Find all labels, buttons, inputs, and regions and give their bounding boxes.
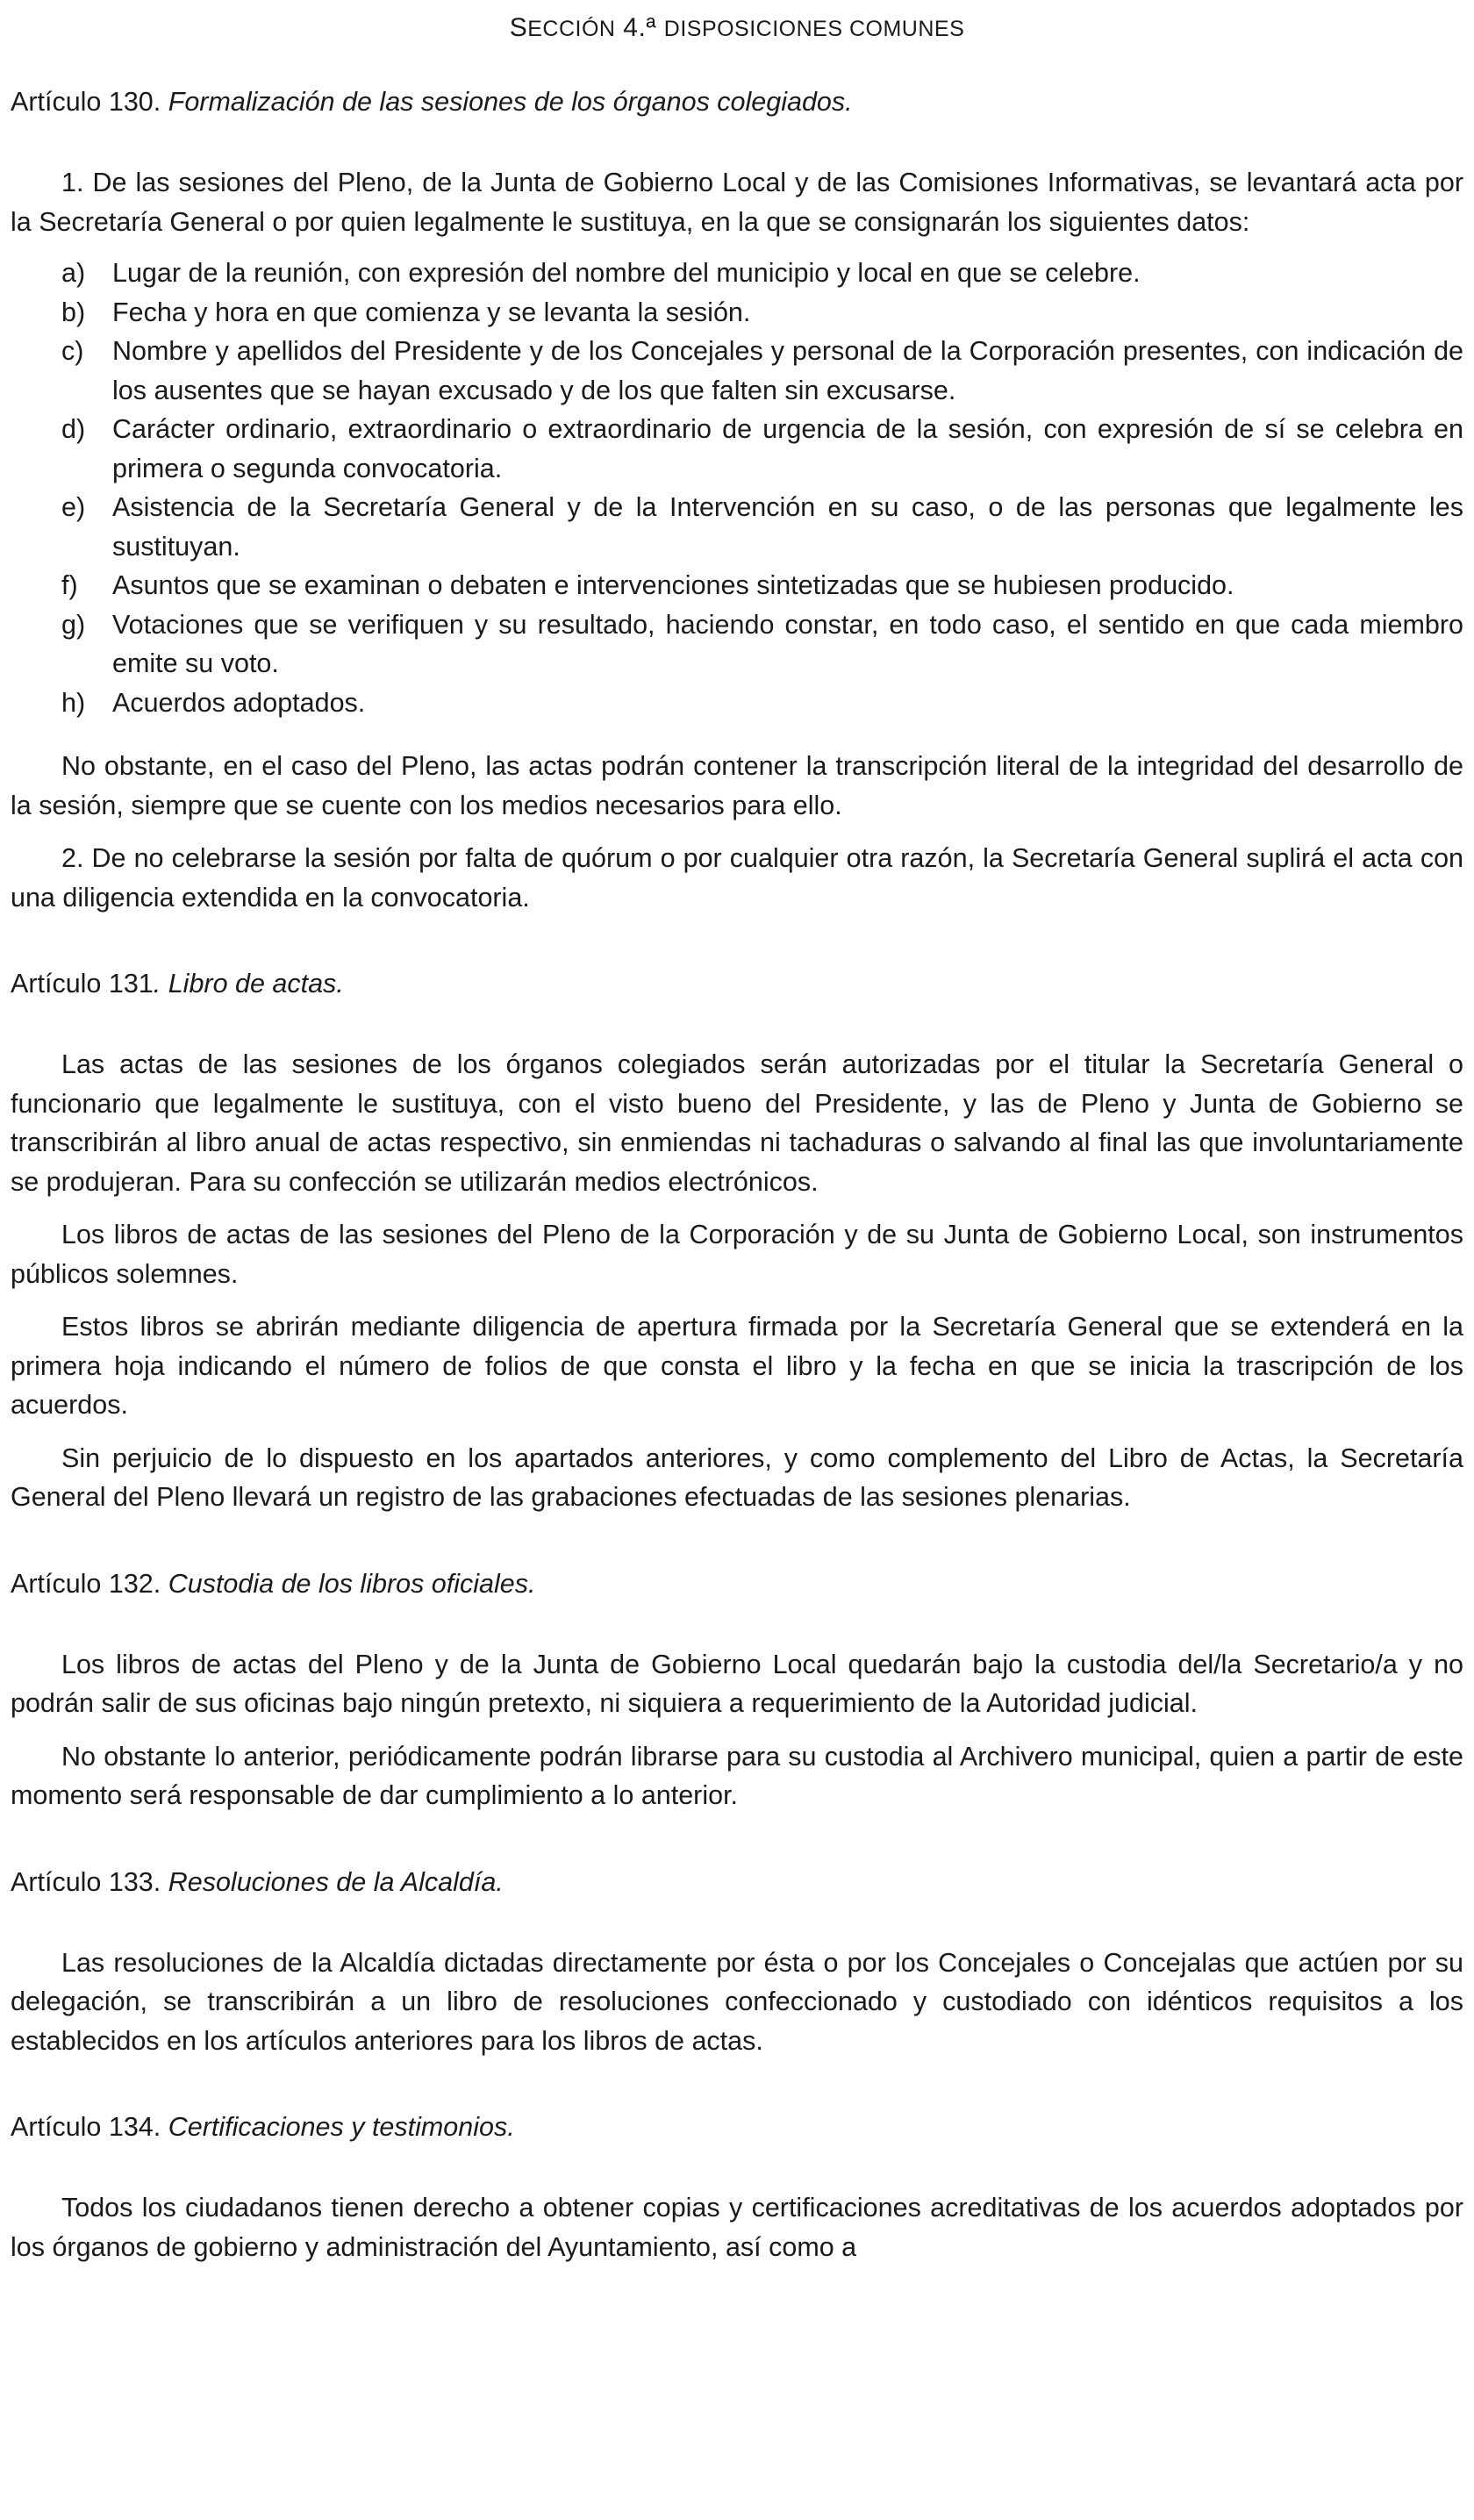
article-130 [11, 81, 1463, 917]
article-131-paragraph-1: Las actas de las sesiones de los órganos colegiados serán autorizadas por el titular la Secretaría General o funcionario que legalmente le sustituya, con el visto bueno del Presidente, y las de Pleno y Junta de Gobierno se transcribirán al libro anual de actas respectivo, sin enmiendas ni tachaduras o salvando al final las que involuntariamente se produjeran. Para su confección se utilizarán medios electrónicos. [11, 1049, 1463, 1197]
article-132-paragraph-1: Los libros de actas del Pleno y de la Junta de Gobierno Local quedarán bajo la custodia del/la Secretario/a y no podrán salir de sus oficinas bajo ningún pretexto, ni siquiera a requerimiento de la Autoridad judicial. [11, 1649, 1463, 1718]
article-133-title: Artículo 133. Resoluciones de la Alcaldía. [11, 1866, 504, 1897]
list-item: e) Asistencia de la Secretaría General y de la Intervención en su caso, o de las personas que legalmente les sustituyan. [61, 492, 1463, 562]
article-131-paragraph-4: Sin perjuicio de lo dispuesto en los apartados anteriores, y como complemento del Libro de Actas, la Secretaría General del Pleno llevará un registro de las grabaciones efectuadas de las sesiones plenarias. [11, 1443, 1463, 1512]
list-item: c) Nombre y apellidos del Presidente y de los Concejales y personal de la Corporación presentes, con indicación de los ausentes que se hayan excusado y de los que falten sin excusarse. [61, 336, 1463, 405]
article-134-paragraph-1: Todos los ciudadanos tienen derecho a obtener copias y certificaciones acreditativas de los acuerdos adoptados por los órganos de gobierno y administración del Ayuntamiento, así como a [11, 2193, 1463, 2262]
article-130-paragraph-3: 2. De no celebrarse la sesión por falta de quórum o por cualquier otra razón, la Secretaría General suplirá el acta con una diligencia extendida en la convocatoria. [11, 843, 1463, 913]
article-132-title: Artículo 132. Custodia de los libros oficiales. [11, 1568, 536, 1599]
article-130-list [11, 254, 1463, 722]
list-item: b) Fecha y hora en que comienza y se levanta la sesión. [61, 297, 751, 327]
article-130-paragraph-1: 1. De las sesiones del Pleno, de la Junta de Gobierno Local y de las Comisiones Informativas, se levantará acta por la Secretaría General o por quien legalmente le sustituya, en la que se consignarán los siguientes datos: [11, 168, 1463, 237]
list-item: g) Votaciones que se verifiquen y su resultado, haciendo constar, en todo caso, el sentido en que cada miembro emite su voto. [61, 609, 1463, 678]
article-131 [11, 963, 1463, 1517]
list-item: f) Asuntos que se examinan o debaten e intervenciones sintetizadas que se hubiesen producido. [61, 570, 1234, 600]
document-page [11, 12, 1463, 2266]
article-134-title: Artículo 134. Certificaciones y testimonios. [11, 2112, 515, 2142]
article-133-paragraph-1: Las resoluciones de la Alcaldía dictadas directamente por ésta o por los Concejales o Concejalas que actúen por su delegación, se transcribirán a un libro de resoluciones confeccionado y custodiado con idénticos requisitos a los establecidos en los artículos anteriores para los libros de actas. [11, 1947, 1463, 2056]
article-130-title: Artículo 130. Formalización de las sesiones de los órganos colegiados. [11, 87, 853, 117]
article-132-paragraph-2: No obstante lo anterior, periódicamente podrán librarse para su custodia al Archivero municipal, quien a partir de este momento será responsable de dar cumplimiento a lo anterior. [11, 1741, 1463, 1810]
article-133 [11, 1861, 1463, 2061]
list-item: h) Acuerdos adoptados. [61, 687, 366, 718]
article-131-paragraph-3: Estos libros se abrirán mediante diligencia de apertura firmada por la Secretaría General que se extenderá en la primera hoja indicando el número de folios de que consta el libro y la fecha en que se inicia la trascripción de los acuerdos. [11, 1312, 1463, 1420]
list-item: d) Carácter ordinario, extraordinario o extraordinario de urgencia de la sesión, con expresión de sí se celebra en primera o segunda convocatoria. [61, 414, 1463, 483]
section-heading: SECCIÓN 4.ª DISPOSICIONES COMUNES [509, 13, 965, 42]
article-130-paragraph-2: No obstante, en el caso del Pleno, las actas podrán contener la transcripción literal de la integridad del desarrollo de la sesión, siempre que se cuente con los medios necesarios para ello. [11, 751, 1463, 820]
list-item: a) Lugar de la reunión, con expresión del nombre del municipio y local en que se celebre. [61, 258, 1141, 288]
article-134 [11, 2106, 1463, 2266]
article-132 [11, 1563, 1463, 1815]
article-131-paragraph-2: Los libros de actas de las sesiones del Pleno de la Corporación y de su Junta de Gobierno Local, son instrumentos públicos solemnes. [11, 1220, 1463, 1289]
article-131-title: Artículo 131. Libro de actas. [11, 969, 344, 999]
